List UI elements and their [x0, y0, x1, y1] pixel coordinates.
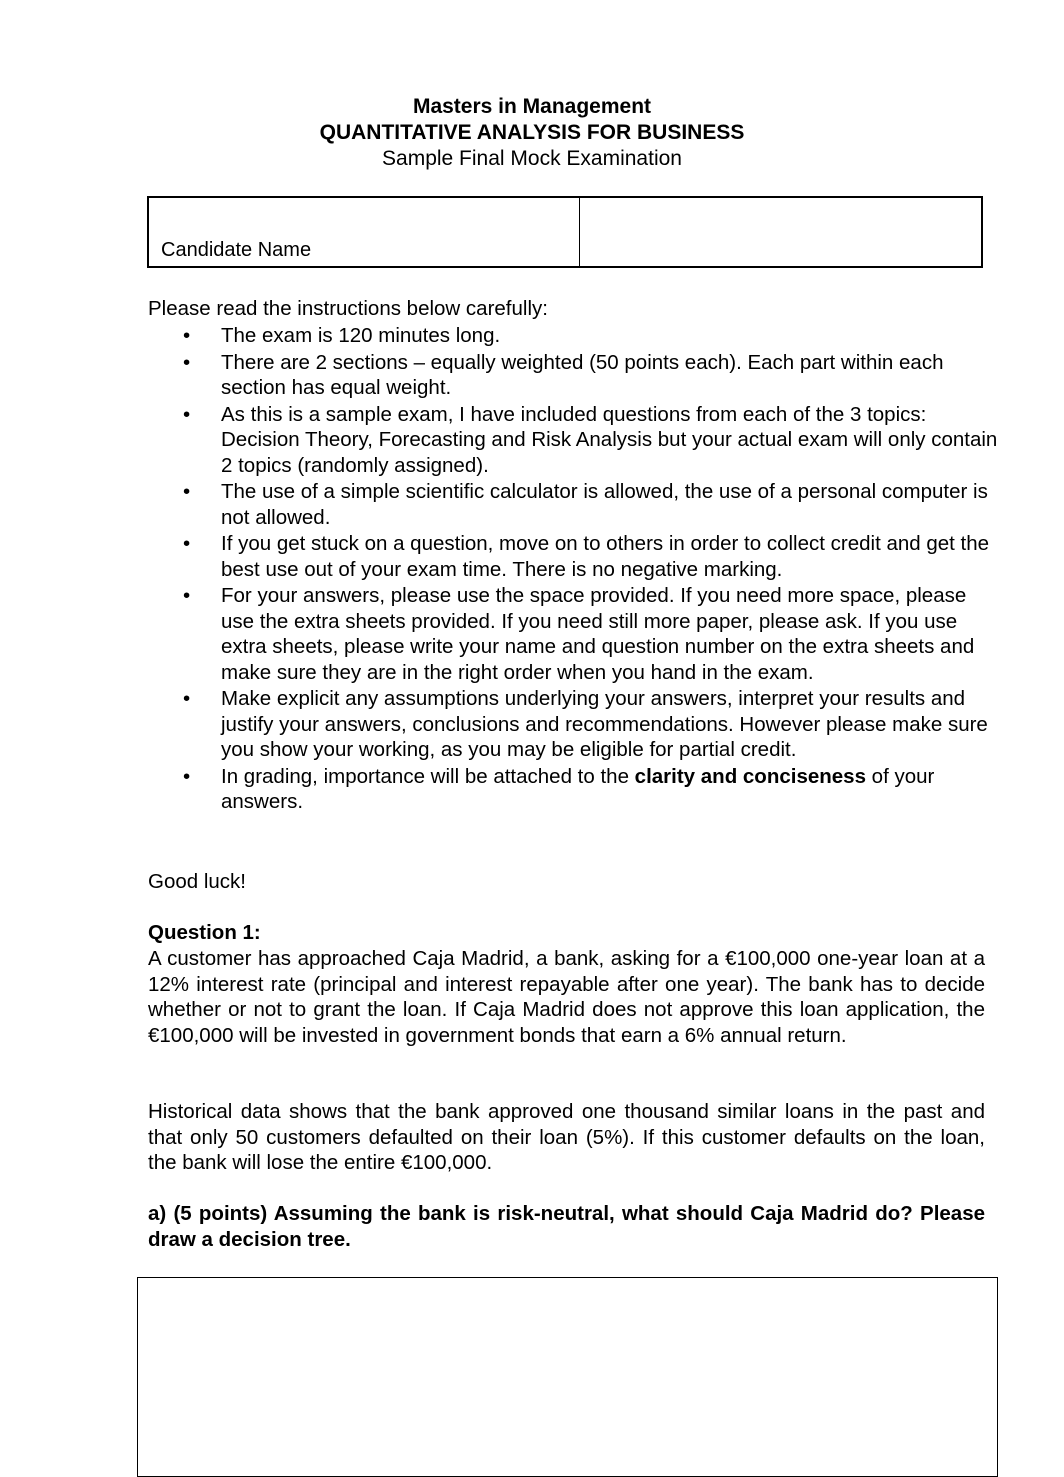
course-title: QUANTITATIVE ANALYSIS FOR BUSINESS — [319, 121, 745, 144]
instruction-item: • There are 2 sections – equally weighted (50 points each). Each part within each section has equal weight. — [183, 350, 944, 399]
bullet-icon: • — [183, 324, 191, 347]
instruction-item: • As this is a sample exam, I have included questions from each of the 3 topics: Decision Theory, Forecasting and Risk Analysis but your actual exam will only contain 2 topics (randomly assigned). — [183, 402, 998, 477]
candidate-name-field[interactable] — [580, 198, 981, 266]
instructions-list — [148, 323, 998, 816]
bullet-icon: • — [183, 584, 191, 607]
instruction-item: • The exam is 120 minutes long. — [183, 324, 501, 347]
instruction-item: • The use of a simple scientific calculator is allowed, the use of a personal computer is not allowed. — [183, 480, 988, 529]
question-1-paragraph-2: Historical data shows that the bank approved one thousand similar loans in the past and that only 50 customers defaulted on their loan (5%). If this customer defaults on the loan, the bank will lose the entire €100,000. — [148, 1100, 985, 1174]
instruction-item: • For your answers, please use the space provided. If you need more space, please use the extra sheets provided. If you need still more paper, please ask. If you use extra sheets, please write your name and question number on the extra sheets and make sure they are in the right order when you hand in the exam. — [183, 584, 975, 684]
bullet-icon: • — [183, 402, 191, 426]
bullet-icon: • — [183, 687, 191, 710]
instruction-item: • If you get stuck on a question, move on to others in order to collect credit and get the best use out of your exam time. There is no negative marking. — [183, 532, 990, 581]
candidate-name-table — [147, 196, 983, 268]
bullet-icon: • — [183, 480, 191, 503]
question-1-paragraph-1: A customer has approached Caja Madrid, a bank, asking for a €100,000 one-year loan at a 12% interest rate (principal and interest repayable after one year). The bank has to decide whether or not to grant the loan. If Caja Madrid does not approve this loan application, the €100,000 will be invested in government bonds that earn a 6% annual return. — [148, 947, 985, 1047]
candidate-name-label: Candidate Name — [161, 239, 312, 261]
instruction-item: • Make explicit any assumptions underlying your answers, interpret your results and justify your answers, conclusions and recommendations. However please make sure you show your working, as you may be eligible for partial credit. — [183, 687, 988, 761]
emphasis-text: clarity and conciseness — [634, 764, 866, 788]
candidate-name-label-cell — [149, 198, 580, 266]
instructions-intro: Please read the instructions below carefully: — [148, 297, 548, 320]
instruction-item: • In grading, importance will be attached to the clarity and conciseness of your answers. — [183, 764, 935, 813]
good-luck-text: Good luck! — [148, 870, 246, 893]
program-title: Masters in Management — [412, 95, 652, 118]
exam-subtitle: Sample Final Mock Examination — [382, 147, 682, 170]
answer-box-1a[interactable] — [137, 1277, 998, 1477]
bullet-icon: • — [183, 350, 191, 374]
bullet-icon: • — [183, 764, 191, 788]
question-1a-prompt: a) (5 points) Assuming the bank is risk-neutral, what should Caja Madrid do? Please draw a decision tree. — [148, 1202, 985, 1251]
question-1-title: Question 1: — [148, 921, 261, 944]
bullet-icon: • — [183, 532, 191, 555]
